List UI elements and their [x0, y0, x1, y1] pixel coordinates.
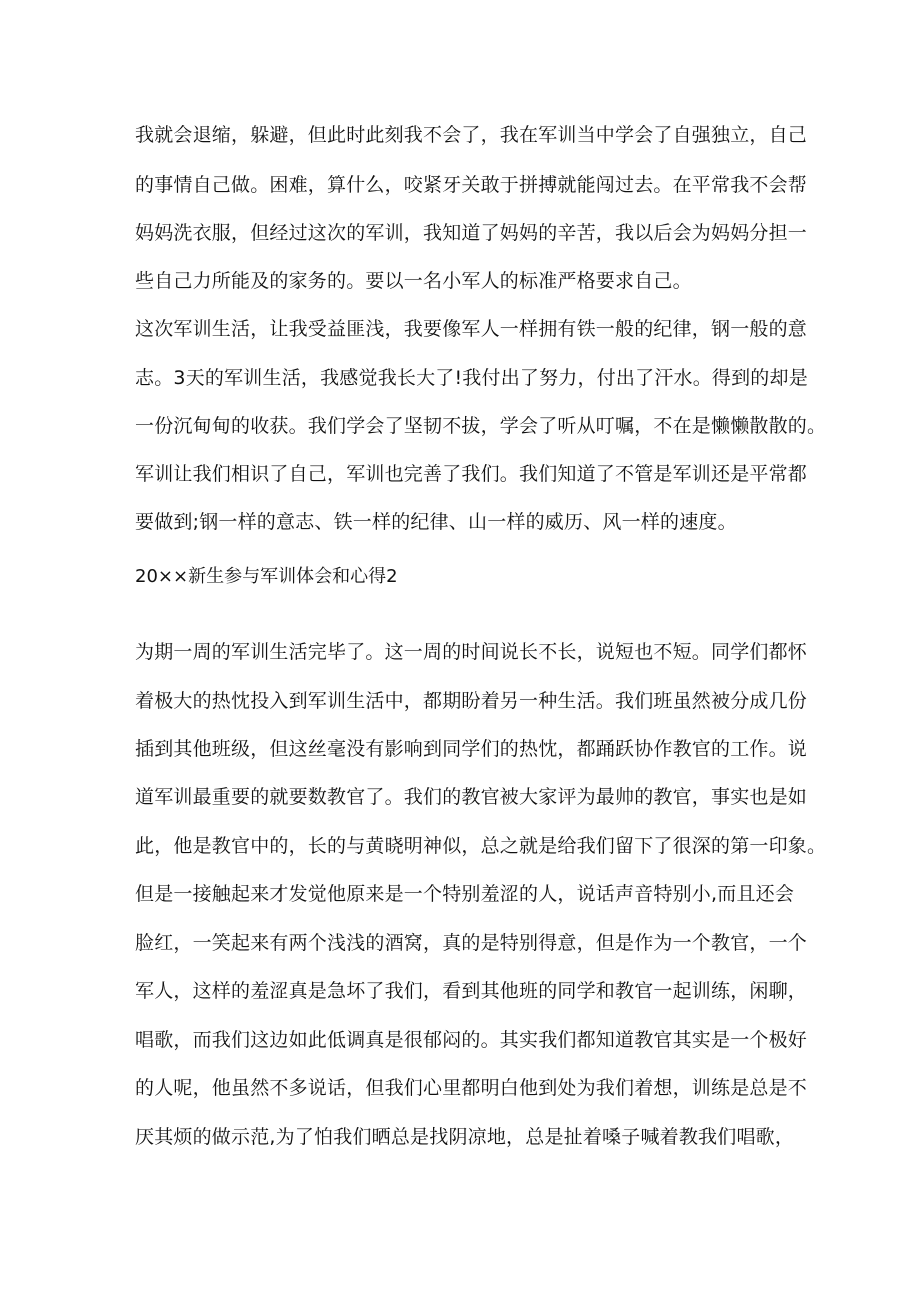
paragraph-line: 着极大的热忱投入到军训生活中，都期盼着另一种生活。我们班虽然被分成几份	[135, 690, 808, 712]
paragraph-line: 这次军训生活，让我受益匪浅，我要像军人一样拥有铁一般的纪律，钢一般的意	[135, 318, 808, 340]
paragraph-line: 厌其烦的做示范,为了怕我们晒总是找阴凉地，总是扯着嗓子喊着教我们唱歌，	[135, 1126, 795, 1148]
section-heading: 20××新生参与军训体会和心得2	[135, 566, 398, 587]
paragraph-line: 我就会退缩，躲避，但此时此刻我不会了，我在军训当中学会了自强独立，自己	[135, 124, 808, 146]
paragraph-line: 一份沉甸甸的收获。我们学会了坚韧不拔，学会了听从叮嘱，不在是懒懒散散的。	[135, 415, 827, 437]
paragraph-line: 插到其他班级，但这丝毫没有影响到同学们的热忱，都踊跃协作教官的工作。说	[135, 738, 808, 760]
paragraph-line: 的事情自己做。困难，算什么，咬紧牙关敢于拼搏就能闯过去。在平常我不会帮	[135, 174, 808, 196]
paragraph-line: 要做到;钢一样的意志、铁一样的纪律、山一样的威历、风一样的速度。	[135, 511, 737, 533]
paragraph-line: 唱歌，而我们这边如此低调真是很郁闷的。其实我们都知道教官其实是一个极好	[135, 1029, 808, 1051]
paragraph-line: 妈妈洗衣服，但经过这次的军训，我知道了妈妈的辛苦，我以后会为妈妈分担一	[135, 222, 808, 244]
paragraph-line: 此，他是教官中的，长的与黄晓明神似，总之就是给我们留下了很深的第一印象。	[135, 835, 827, 857]
paragraph-line: 军训让我们相识了自己，军训也完善了我们。我们知道了不管是军训还是平常都	[135, 463, 808, 485]
paragraph-line: 志。3天的军训生活，我感觉我长大了!我付出了努力，付出了汗水。得到的却是	[135, 367, 808, 389]
paragraph-line: 的人呢，他虽然不多说话，但我们心里都明白他到处为我们着想，训练是总是不	[135, 1077, 808, 1099]
paragraph-line: 脸红，一笑起来有两个浅浅的酒窝，真的是特别得意，但是作为一个教官，一个	[135, 932, 808, 954]
paragraph-line: 军人，这样的羞涩真是急坏了我们，看到其他班的同学和教官一起训练，闲聊，	[135, 980, 808, 1002]
paragraph-line: 道军训最重要的就要数教官了。我们的教官被大家评为最帅的教官，事实也是如	[135, 786, 808, 808]
paragraph-line: 为期一周的军训生活完毕了。这一周的时间说长不长，说短也不短。同学们都怀	[135, 641, 808, 663]
paragraph-line: 些自己力所能及的家务的。要以一名小军人的标准严格要求自己。	[135, 270, 692, 292]
paragraph-line: 但是一接触起来才发觉他原来是一个特别羞涩的人，说话声音特别小,而且还会	[135, 883, 795, 905]
